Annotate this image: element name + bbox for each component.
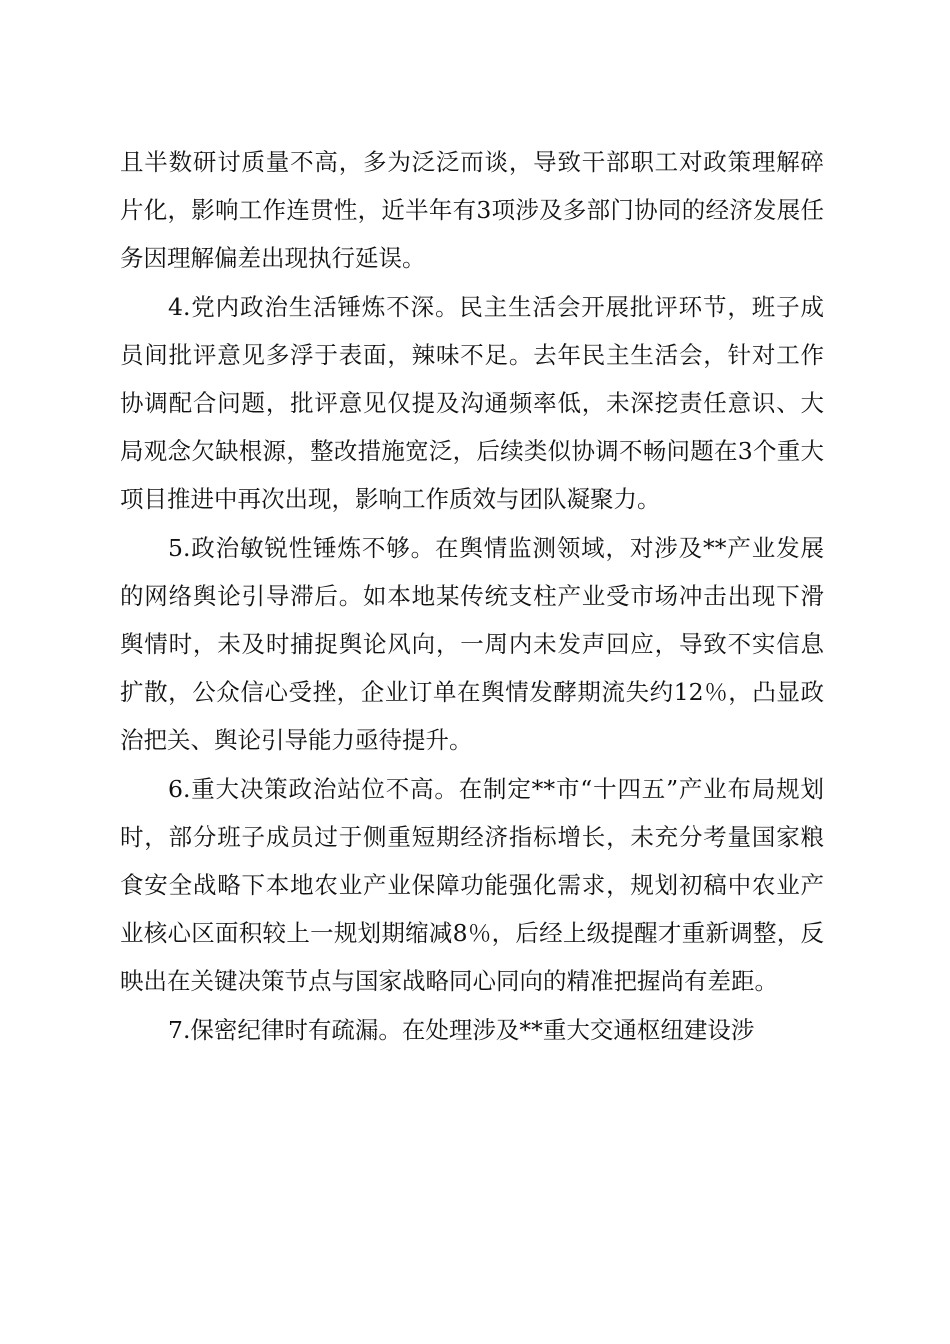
paragraph-item-4: 4.党内政治生活锤炼不深。民主生活会开展批评环节，班子成员间批评意见多浮于表面，辣味不足。去年民主生活会，针对工作协调配合问题，批评意见仅提及沟通频率低，未深挖责任意识、大局观念欠缺根源，整改措施宽泛，后续类似协调不畅问题在3个重大项目推进中再次出现，影响工作质效与团队凝聚力。 bbox=[120, 292, 824, 514]
paragraph-item-6: 6.重大决策政治站位不高。在制定**市“十四五”产业布局规划时，部分班子成员过于侧重短期经济指标增长，未充分考量国家粮食安全战略下本地农业产业保障功能强化需求，规划初稿中农业产业核心区面积较上一规划期缩减8％，后经上级提醒才重新调整，反映出在关键决策节点与国家战略同心同向的精准把握尚有差距。 bbox=[120, 774, 824, 996]
document-body bbox=[120, 138, 824, 1054]
paragraph-continuation: 且半数研讨质量不高，多为泛泛而谈，导致干部职工对政策理解碎片化，影响工作连贯性，近半年有3项涉及多部门协同的经济发展任务因理解偏差出现执行延误。 bbox=[120, 148, 824, 273]
paragraph-item-7: 7.保密纪律时有疏漏。在处理涉及**重大交通枢纽建设涉 bbox=[168, 1015, 755, 1044]
paragraph-item-5: 5.政治敏锐性锤炼不够。在舆情监测领域，对涉及**产业发展的网络舆论引导滞后。如本地某传统支柱产业受市场冲击出现下滑舆情时，未及时捕捉舆论风向，一周内未发声回应，导致不实信息扩散，公众信心受挫，企业订单在舆情发酵期流失约12％，凸显政治把关、舆论引导能力亟待提升。 bbox=[120, 533, 824, 755]
